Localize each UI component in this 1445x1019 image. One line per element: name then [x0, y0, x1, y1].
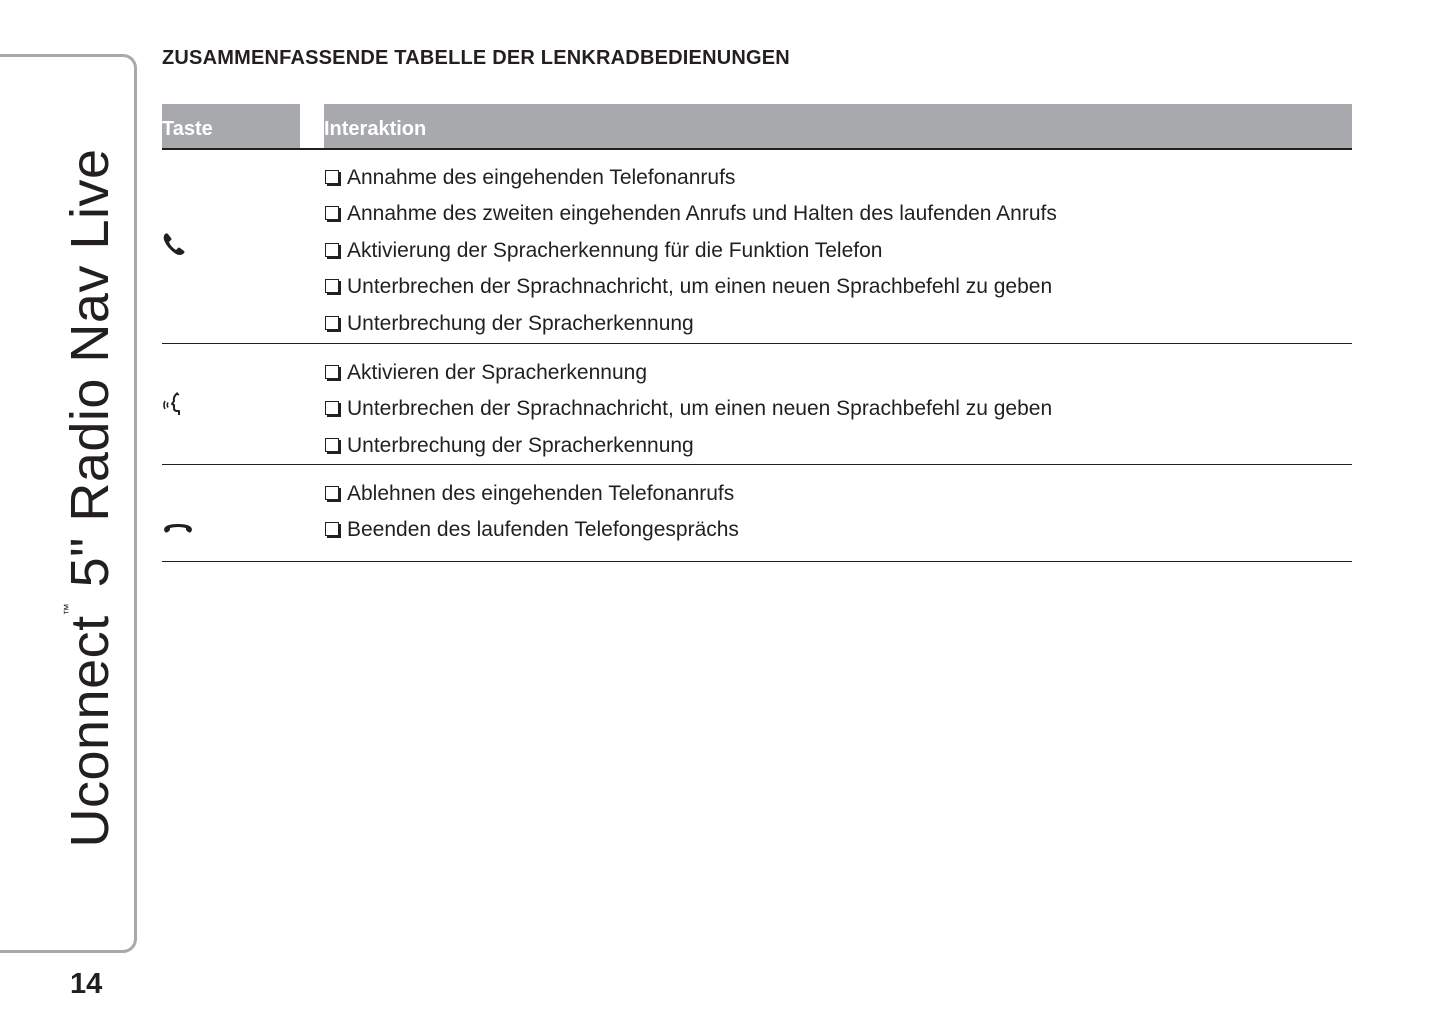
list-item: Annahme des zweiten eingehenden Anrufs und Halten des laufenden Anrufs	[324, 203, 1057, 239]
list-item: Unterbrechen der Sprachnachricht, um einen neuen Sprachbefehl zu geben	[324, 276, 1057, 312]
checkbox-bullet-icon	[325, 279, 339, 293]
checkbox-bullet-icon	[325, 170, 339, 184]
chapter-title-main: Uconnect	[60, 615, 120, 848]
interaction-list	[324, 167, 1057, 349]
phone-accept-icon	[162, 232, 188, 263]
list-item: Annahme des eingehenden Telefonanrufs	[324, 167, 1057, 203]
page-number: 14	[70, 968, 103, 1000]
header-key: Taste	[162, 104, 300, 148]
checkbox-bullet-icon	[325, 486, 339, 500]
list-item: Unterbrechung der Spracherkennung	[324, 313, 1057, 349]
trademark-symbol: ™	[61, 602, 75, 616]
table-row	[162, 150, 1352, 344]
table-row	[162, 344, 1352, 465]
chapter-title-rest: 5" Radio Nav Live	[60, 148, 120, 603]
steering-controls-table	[162, 104, 1352, 562]
list-item: Aktivierung der Spracherkennung für die Funktion Telefon	[324, 240, 1057, 276]
list-item: Unterbrechung der Spracherkennung	[324, 435, 1052, 471]
checkbox-bullet-icon	[325, 438, 339, 452]
voice-command-icon	[162, 391, 186, 422]
list-item: Beenden des laufenden Telefongesprächs	[324, 519, 739, 555]
list-item: Aktivieren der Spracherkennung	[324, 362, 1052, 398]
checkbox-bullet-icon	[325, 243, 339, 257]
phone-hangup-icon	[162, 520, 194, 541]
header-interaction: Interaktion	[324, 104, 1352, 148]
checkbox-bullet-icon	[325, 365, 339, 379]
list-item: Ablehnen des eingehenden Telefonanrufs	[324, 483, 739, 519]
checkbox-bullet-icon	[325, 316, 339, 330]
interaction-list	[324, 362, 1052, 471]
table-header	[162, 104, 1352, 150]
interaction-list	[324, 483, 739, 556]
list-item: Unterbrechen der Sprachnachricht, um einen neuen Sprachbefehl zu geben	[324, 398, 1052, 434]
section-heading: ZUSAMMENFASSENDE TABELLE DER LENKRADBEDIENUNGEN	[162, 47, 790, 69]
checkbox-bullet-icon	[325, 522, 339, 536]
checkbox-bullet-icon	[325, 401, 339, 415]
table-row	[162, 465, 1352, 562]
checkbox-bullet-icon	[325, 206, 339, 220]
